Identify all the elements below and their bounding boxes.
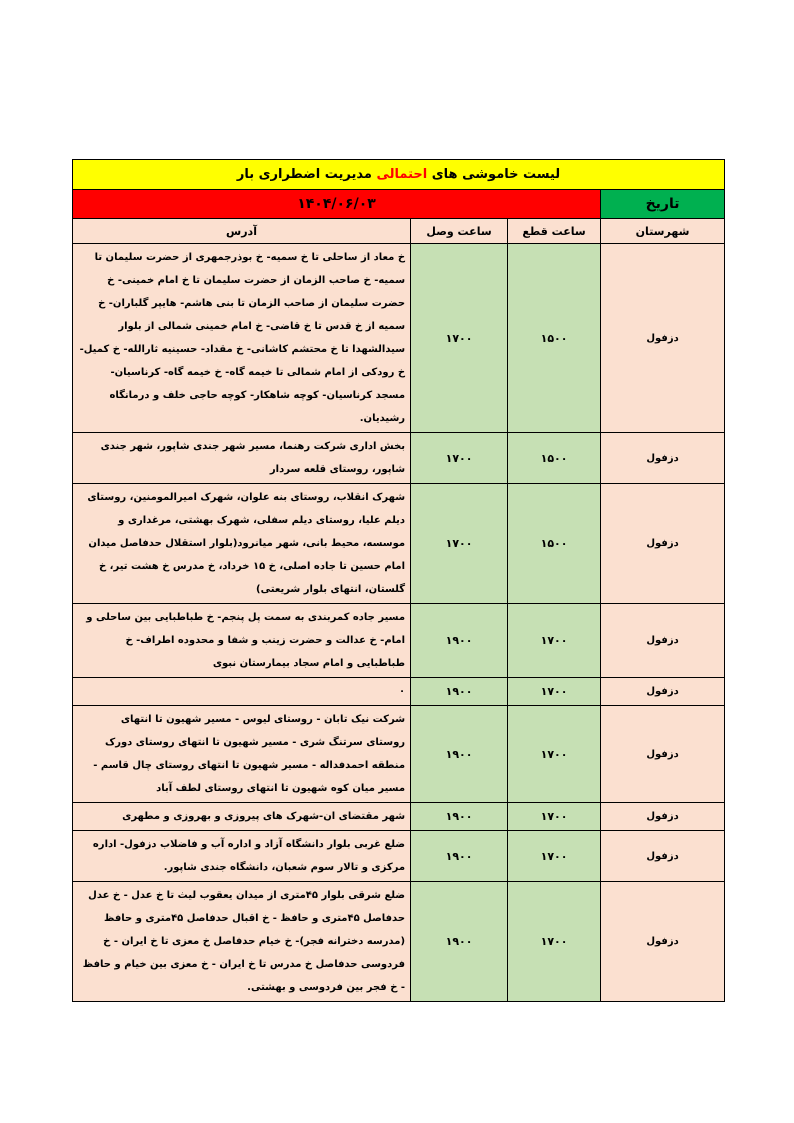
row-address: ۰ — [73, 678, 411, 706]
table-row — [73, 831, 725, 882]
date-value: ۱۴۰۴/۰۶/۰۳ — [73, 190, 601, 219]
row-city: دزفول — [601, 706, 725, 803]
row-city: دزفول — [601, 433, 725, 484]
row-city: دزفول — [601, 484, 725, 604]
row-city: دزفول — [601, 831, 725, 882]
row-address: مسیر جاده کمربندی به سمت پل پنجم- خ طباطبایی بین ساحلی و امام- خ عدالت و حضرت زینب و شفا و محدوده اطراف- خ طباطبایی و امام سجاد بیمارستان نبوی — [73, 604, 411, 678]
table-row — [73, 484, 725, 604]
header-connect-time: ساعت وصل — [411, 219, 508, 244]
title-highlight: احتمالی — [376, 167, 428, 182]
table-title — [73, 160, 725, 190]
row-address: شهر مقتضای ان-شهرک های پیروزی و بهروزی و مطهری — [73, 803, 411, 831]
row-cut-time: ۱۷۰۰ — [508, 882, 601, 1002]
row-city: دزفول — [601, 882, 725, 1002]
row-cut-time: ۱۷۰۰ — [508, 803, 601, 831]
row-cut-time: ۱۵۰۰ — [508, 244, 601, 433]
table-row — [73, 244, 725, 433]
date-label: تاریخ — [601, 190, 725, 219]
header-city: شهرستان — [601, 219, 725, 244]
row-address: بخش اداری شرکت رهنما، مسیر شهر جندی شاپور، شهر جندی شاپور، روستای قلعه سردار — [73, 433, 411, 484]
row-city: دزفول — [601, 678, 725, 706]
table-row — [73, 678, 725, 706]
header-address: آدرس — [73, 219, 411, 244]
title-part2: مدیریت اضطراری بار — [236, 167, 372, 182]
row-connect-time: ۱۹۰۰ — [411, 803, 508, 831]
table-row — [73, 803, 725, 831]
row-address: خ معاد از ساحلی تا خ سمیه- خ بوذرجمهری از حضرت سلیمان تا سمیه- خ صاحب الزمان از حضرت سلیمان تا خ امام خمینی- خ حضرت سلیمان از صاحب الزمان تا بنی هاشم- هایپر گلباران- خ سمیه از خ قدس تا خ قاضی- خ امام خمینی شمالی از بلوار سیدالشهدا تا خ محتشم کاشانی- خ مقداد- حسینیه ثارالله- خ کمیل- خ رودکی از امام شمالی تا خیمه گاه- خ خیمه گاه- کرناسیان- مسجد کرناسیان- کوچه شاهکار- کوچه حاجی خلف و درمانگاه رشیدیان. — [73, 244, 411, 433]
row-city: دزفول — [601, 803, 725, 831]
row-cut-time: ۱۵۰۰ — [508, 433, 601, 484]
table-row — [73, 882, 725, 1002]
row-cut-time: ۱۷۰۰ — [508, 831, 601, 882]
row-cut-time: ۱۵۰۰ — [508, 484, 601, 604]
table-row — [73, 604, 725, 678]
row-connect-time: ۱۹۰۰ — [411, 882, 508, 1002]
title-part1: لیست خاموشی های — [431, 167, 561, 182]
row-connect-time: ۱۷۰۰ — [411, 433, 508, 484]
table-row — [73, 706, 725, 803]
row-cut-time: ۱۷۰۰ — [508, 678, 601, 706]
row-cut-time: ۱۷۰۰ — [508, 706, 601, 803]
row-connect-time: ۱۹۰۰ — [411, 604, 508, 678]
row-address: شرکت نیک تابان - روستای لیوس - مسیر شهیون تا انتهای روستای سرتنگ شری - مسیر شهیون تا انتهای روستای دورک منطقه احمدفداله - مسیر شهیون تا انتهای روستای چال قاسم - مسیر میان کوه شهیون تا انتهای روستای لطف آباد — [73, 706, 411, 803]
row-connect-time: ۱۹۰۰ — [411, 706, 508, 803]
row-city: دزفول — [601, 244, 725, 433]
row-connect-time: ۱۷۰۰ — [411, 244, 508, 433]
row-connect-time: ۱۷۰۰ — [411, 484, 508, 604]
table-row — [73, 433, 725, 484]
row-address: ضلع غربی بلوار دانشگاه آزاد و اداره آب و فاضلاب دزفول- اداره مرکزی و تالار سوم شعبان، دانشگاه جندی شاپور. — [73, 831, 411, 882]
row-connect-time: ۱۹۰۰ — [411, 678, 508, 706]
row-city: دزفول — [601, 604, 725, 678]
row-cut-time: ۱۷۰۰ — [508, 604, 601, 678]
outage-table — [72, 159, 725, 1002]
header-cut-time: ساعت قطع — [508, 219, 601, 244]
header-row — [73, 219, 725, 244]
row-address: شهرک انقلاب، روستای بنه علوان، شهرک امیرالمومنین، روستای دیلم علیا، روستای دیلم سفلی، شهرک بهشتی، مرغداری و موسسه، محیط بانی، شهر میانرود(بلوار استقلال حدفاصل میدان امام حسین تا جاده اصلی، خ ۱۵ خرداد، خ مدرس خ هشت تیر، خ گلستان، انتهای بلوار شریعتی) — [73, 484, 411, 604]
row-connect-time: ۱۹۰۰ — [411, 831, 508, 882]
row-address: ضلع شرقی بلوار ۴۵متری از میدان یعقوب لیث تا خ عدل - خ عدل حدفاصل ۴۵متری و حافظ - خ اقبال حدفاصل ۴۵متری و حافظ (مدرسه دخترانه فجر)- خ خیام حدفاصل خ معزی تا خ ایران - خ فردوسی حدفاصل خ مدرس تا خ ایران - خ معزی بین خیام و حافظ - خ فجر بین فردوسی و بهشتی. — [73, 882, 411, 1002]
